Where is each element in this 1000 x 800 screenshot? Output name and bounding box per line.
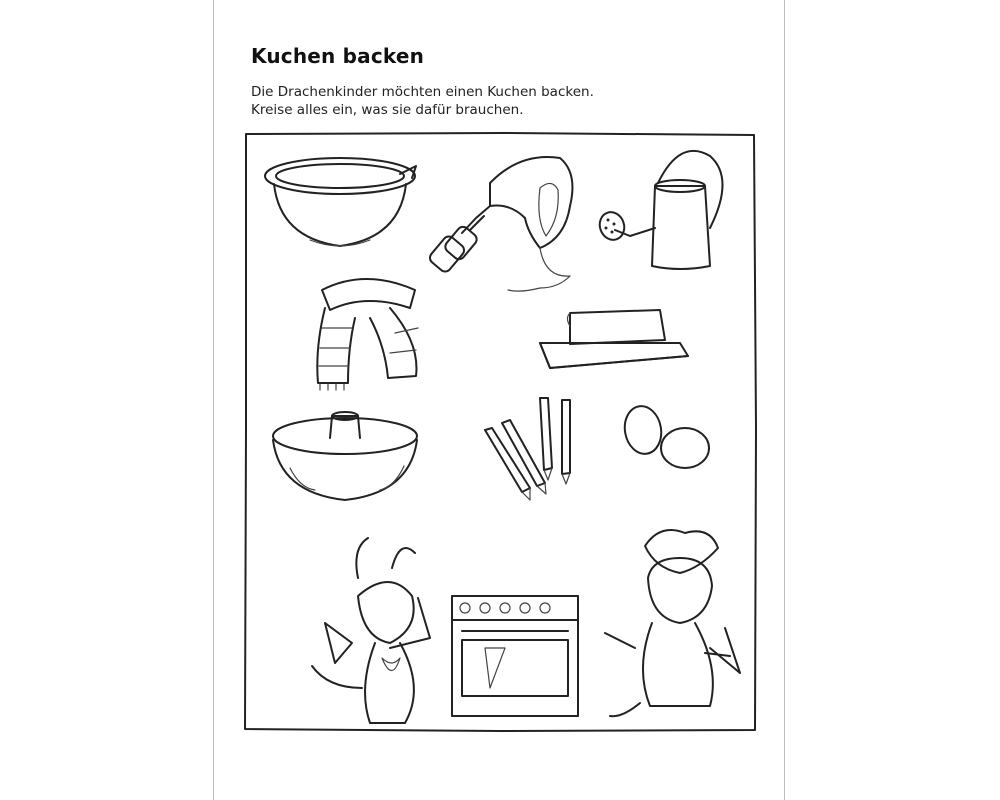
oven-drawing[interactable] — [452, 596, 578, 716]
instruction-line-2: Kreise alles ein, was sie dafür brauchen. — [251, 102, 524, 118]
page-title: Kuchen backen — [251, 44, 425, 68]
instruction-line-1: Die Drachenkinder möchten einen Kuchen backen. — [251, 84, 594, 100]
crayons-drawing[interactable] — [485, 398, 570, 500]
scarf-drawing[interactable] — [317, 279, 418, 390]
hand-mixer-drawing[interactable] — [428, 157, 573, 291]
dragon-chef-drawing[interactable] — [605, 530, 740, 716]
dragon-left-drawing[interactable] — [312, 538, 430, 723]
eggs-drawing[interactable] — [621, 403, 709, 468]
page-right-edge — [784, 0, 785, 800]
mixing-bowl-drawing[interactable] — [265, 158, 416, 246]
page-left-edge — [213, 0, 214, 800]
bundt-pan-drawing[interactable] — [273, 412, 417, 500]
illustration-frame — [240, 128, 760, 736]
frame-border — [245, 133, 756, 731]
butter-drawing[interactable] — [540, 310, 688, 368]
watering-can-drawing[interactable] — [596, 151, 723, 269]
